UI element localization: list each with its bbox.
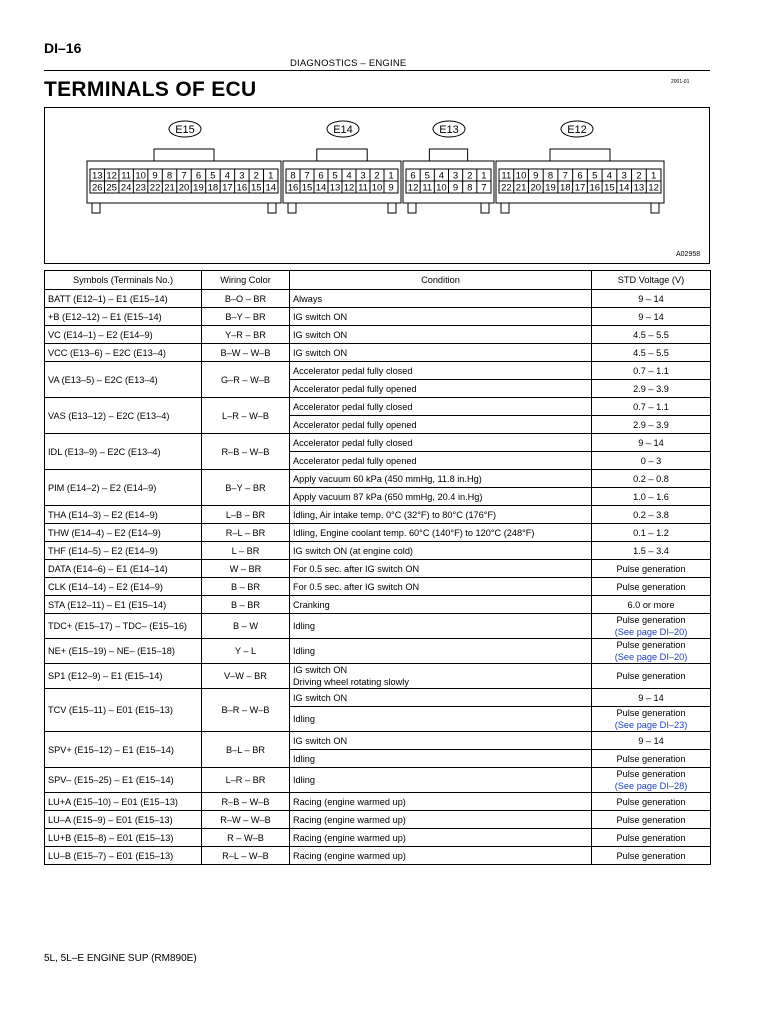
pin-number: 19 <box>193 182 204 194</box>
pin-number: 13 <box>329 182 341 194</box>
pin-number: 2 <box>253 170 259 182</box>
condition: IG switch ON <box>290 344 592 362</box>
table-row <box>45 398 711 416</box>
std-voltage: Pulse generation <box>592 578 711 596</box>
condition: IG switch ON (at engine cold) <box>290 542 592 560</box>
wiring-color: R – W–B <box>202 829 290 847</box>
condition: IG switch ON <box>290 689 592 707</box>
terminal-symbol: LU+B (E15–8) – E01 (E15–13) <box>45 829 202 847</box>
wiring-color: G–R – W–B <box>202 362 290 398</box>
terminal-symbol: IDL (E13–9) – E2C (E13–4) <box>45 434 202 470</box>
condition: Idling, Air intake temp. 0°C (32°F) to 80°C (176°F) <box>290 506 592 524</box>
condition: Idling <box>290 750 592 768</box>
pin-number: 9 <box>152 170 158 182</box>
terminal-symbol: SPV– (E15–25) – E1 (E15–14) <box>45 768 202 793</box>
pin-number: 23 <box>135 182 146 194</box>
connector-label: E15 <box>175 124 195 136</box>
condition: Apply vacuum 87 kPa (650 mmHg, 20.4 in.Hg) <box>290 488 592 506</box>
table-header-row <box>45 271 711 290</box>
terminal-symbol: STA (E12–11) – E1 (E15–14) <box>45 596 202 614</box>
pin-number: 1 <box>268 170 274 182</box>
condition: Racing (engine warmed up) <box>290 847 592 865</box>
table-row <box>45 308 711 326</box>
wiring-color: V–W – BR <box>202 664 290 689</box>
pin-number: 11 <box>422 182 433 194</box>
pin-number: 8 <box>290 170 296 182</box>
pin-number: 5 <box>332 170 338 182</box>
pin-number: 11 <box>358 182 368 194</box>
std-voltage: 4.5 – 5.5 <box>592 344 711 362</box>
pin-number: 16 <box>236 182 248 194</box>
pin-number: 4 <box>224 170 231 182</box>
table-row <box>45 326 711 344</box>
connector-tab <box>268 203 276 213</box>
pin-number: 4 <box>606 170 613 182</box>
terminal-symbol: THA (E14–3) – E2 (E14–9) <box>45 506 202 524</box>
header-symbols: Symbols (Terminals No.) <box>45 271 202 290</box>
pin-number: 13 <box>633 182 645 194</box>
wiring-color: B – BR <box>202 596 290 614</box>
condition: Idling <box>290 768 592 793</box>
page-reference-link[interactable]: (See page DI–23) <box>614 720 688 730</box>
table-row <box>45 560 711 578</box>
condition: Accelerator pedal fully closed <box>290 434 592 452</box>
figure-id: A02958 <box>676 251 701 258</box>
table-body <box>45 290 711 865</box>
terminal-symbol: DATA (E14–6) – E1 (E14–14) <box>45 560 202 578</box>
std-voltage: 6.0 or more <box>592 596 711 614</box>
pin-number: 17 <box>222 182 233 194</box>
std-voltage: Pulse generation <box>592 560 711 578</box>
terminal-symbol: +B (E12–12) – E1 (E15–14) <box>45 308 202 326</box>
pin-number: 10 <box>135 170 146 182</box>
wiring-color: R–W – W–B <box>202 811 290 829</box>
wiring-color: L–R – W–B <box>202 398 290 434</box>
pin-number: 12 <box>106 170 117 182</box>
pin-number: 16 <box>589 182 601 194</box>
terminal-symbol: PIM (E14–2) – E2 (E14–9) <box>45 470 202 506</box>
std-voltage: Pulse generation <box>592 829 711 847</box>
pin-number: 2 <box>467 170 473 182</box>
pin-number: 8 <box>467 182 473 194</box>
section-title: DIAGNOSTICS – ENGINE <box>290 58 407 69</box>
table-row <box>45 614 711 639</box>
connector-tab <box>408 203 416 213</box>
condition: Racing (engine warmed up) <box>290 829 592 847</box>
pin-number: 7 <box>562 170 568 182</box>
pin-number: 9 <box>388 182 394 194</box>
pin-number: 2 <box>374 170 380 182</box>
std-voltage: Pulse generation <box>592 793 711 811</box>
connector-key <box>317 149 367 161</box>
table-row <box>45 732 711 750</box>
pin-number: 1 <box>388 170 394 182</box>
page-reference-link[interactable]: (See page DI–20) <box>614 652 688 662</box>
pin-number: 9 <box>452 182 459 194</box>
condition: IG switch ON <box>290 326 592 344</box>
pin-number: 6 <box>195 170 202 182</box>
pin-number: 22 <box>501 182 512 194</box>
wiring-color: B – W <box>202 614 290 639</box>
condition: IG switch ON <box>290 732 592 750</box>
pin-number: 12 <box>648 182 659 194</box>
condition: Apply vacuum 60 kPa (450 mmHg, 11.8 in.Hg) <box>290 470 592 488</box>
wiring-color: L–B – BR <box>202 506 290 524</box>
connector-key <box>154 149 214 161</box>
terminal-symbol: VCC (E13–6) – E2C (E13–4) <box>45 344 202 362</box>
terminal-symbol: VC (E14–1) – E2 (E14–9) <box>45 326 202 344</box>
pin-number: 5 <box>210 170 216 182</box>
table-row <box>45 524 711 542</box>
pin-number: 5 <box>592 170 598 182</box>
condition: For 0.5 sec. after IG switch ON <box>290 560 592 578</box>
std-voltage: 1.0 – 1.6 <box>592 488 711 506</box>
std-voltage: Pulse generation <box>592 750 711 768</box>
pin-number: 21 <box>164 182 175 194</box>
connector-label: E13 <box>439 124 459 136</box>
connector-tab <box>481 203 489 213</box>
wiring-color: B–Y – BR <box>202 470 290 506</box>
pin-number: 15 <box>251 182 262 194</box>
connector-label: E12 <box>567 124 587 136</box>
pin-number: 10 <box>371 182 383 194</box>
std-voltage: Pulse generation <box>592 664 711 689</box>
pin-number: 11 <box>501 170 512 182</box>
condition: Accelerator pedal fully closed <box>290 362 592 380</box>
condition: Accelerator pedal fully opened <box>290 380 592 398</box>
condition: Always <box>290 290 592 308</box>
voltage-value: Pulse generation <box>616 769 686 779</box>
footer: 5L, 5L–E ENGINE SUP (RM890E) <box>44 953 197 964</box>
terminal-symbol: CLK (E14–14) – E2 (E14–9) <box>45 578 202 596</box>
pin-number: 14 <box>265 182 277 194</box>
condition-line: Driving wheel rotating slowly <box>293 677 409 687</box>
std-voltage: Pulse generation <box>592 847 711 865</box>
pin-number: 24 <box>120 182 132 194</box>
terminal-symbol: BATT (E12–1) – E1 (E15–14) <box>45 290 202 308</box>
terminal-symbol: SP1 (E12–9) – E1 (E15–14) <box>45 664 202 689</box>
page-title: TERMINALS OF ECU <box>44 78 257 101</box>
wiring-color: Y–R – BR <box>202 326 290 344</box>
std-voltage: 9 – 14 <box>592 290 711 308</box>
std-voltage: 0 – 3 <box>592 452 711 470</box>
pin-number: 20 <box>530 182 542 194</box>
terminal-symbol: SPV+ (E15–12) – E1 (E15–14) <box>45 732 202 768</box>
wiring-color: W – BR <box>202 560 290 578</box>
condition: Idling <box>290 707 592 732</box>
pin-number: 4 <box>438 170 445 182</box>
pin-number: 26 <box>91 182 103 194</box>
connector-tab <box>288 203 296 213</box>
wiring-color: L–R – BR <box>202 768 290 793</box>
pin-number: 14 <box>618 182 630 194</box>
connector-tab <box>501 203 509 213</box>
pin-number: 22 <box>149 182 161 194</box>
std-voltage: 0.1 – 1.2 <box>592 524 711 542</box>
pin-number: 25 <box>106 182 117 194</box>
connector-tab <box>651 203 659 213</box>
table-row <box>45 344 711 362</box>
std-voltage: 9 – 14 <box>592 308 711 326</box>
std-voltage: 2.9 – 3.9 <box>592 416 711 434</box>
wiring-color: B–Y – BR <box>202 308 290 326</box>
pin-number: 21 <box>515 182 527 194</box>
connector-tab <box>388 203 396 213</box>
wiring-color: B – BR <box>202 578 290 596</box>
condition <box>290 664 592 689</box>
table-row <box>45 689 711 707</box>
pin-number: 3 <box>452 170 459 182</box>
condition: Idling <box>290 614 592 639</box>
wiring-color: R–B – W–B <box>202 434 290 470</box>
pin-number: 12 <box>407 182 419 194</box>
table-row <box>45 578 711 596</box>
std-voltage: 9 – 14 <box>592 689 711 707</box>
std-voltage: 0.7 – 1.1 <box>592 398 711 416</box>
wiring-color: B–L – BR <box>202 732 290 768</box>
terminal-symbol: VA (E13–5) – E2C (E13–4) <box>45 362 202 398</box>
pin-number: 9 <box>533 170 539 182</box>
voltage-value: Pulse generation <box>616 708 686 718</box>
connector-diagram <box>44 107 710 264</box>
pin-number: 16 <box>287 182 299 194</box>
terminal-symbol: NE+ (E15–19) – NE– (E15–18) <box>45 639 202 664</box>
pin-number: 4 <box>346 170 352 182</box>
std-voltage: 4.5 – 5.5 <box>592 326 711 344</box>
pin-number: 8 <box>547 170 554 182</box>
header-voltage: STD Voltage (V) <box>592 271 711 290</box>
wiring-color: R–L – BR <box>202 524 290 542</box>
terminal-symbol: THW (E14–4) – E2 (E14–9) <box>45 524 202 542</box>
header-condition: Condition <box>290 271 592 290</box>
date-code: 2001-01 <box>671 79 690 85</box>
pin-number: 7 <box>181 170 187 182</box>
terminal-symbol: LU–A (E15–9) – E01 (E15–13) <box>45 811 202 829</box>
condition: For 0.5 sec. after IG switch ON <box>290 578 592 596</box>
table-row <box>45 506 711 524</box>
terminal-symbol: LU+A (E15–10) – E01 (E15–13) <box>45 793 202 811</box>
std-voltage: 0.2 – 0.8 <box>592 470 711 488</box>
condition: Accelerator pedal fully opened <box>290 416 592 434</box>
pin-number: 12 <box>343 182 355 194</box>
std-voltage: Pulse generation <box>592 811 711 829</box>
pin-number: 3 <box>239 170 245 182</box>
pin-number: 5 <box>424 170 430 182</box>
condition-line: IG switch ON <box>293 665 348 675</box>
pin-number: 19 <box>545 182 556 194</box>
pin-number: 2 <box>636 170 642 182</box>
std-voltage: 0.2 – 3.8 <box>592 506 711 524</box>
wiring-color: B–O – BR <box>202 290 290 308</box>
std-voltage: 2.9 – 3.9 <box>592 380 711 398</box>
pin-number: 14 <box>315 182 327 194</box>
std-voltage: 1.5 – 3.4 <box>592 542 711 560</box>
condition: Idling <box>290 639 592 664</box>
table-row <box>45 639 711 664</box>
page-reference-link[interactable]: (See page DI–20) <box>614 627 688 637</box>
table-row <box>45 290 711 308</box>
page-reference-link[interactable]: (See page DI–28) <box>614 781 688 791</box>
condition: IG switch ON <box>290 308 592 326</box>
pin-number: 11 <box>121 170 132 182</box>
table-row <box>45 829 711 847</box>
wiring-color: Y – L <box>202 639 290 664</box>
table-row <box>45 847 711 865</box>
pin-number: 6 <box>318 170 324 182</box>
table-row <box>45 664 711 689</box>
voltage-value: Pulse generation <box>616 640 686 650</box>
pin-number: 6 <box>410 170 416 182</box>
table-row <box>45 470 711 488</box>
std-voltage <box>592 614 711 639</box>
condition: Racing (engine warmed up) <box>290 793 592 811</box>
condition: Accelerator pedal fully opened <box>290 452 592 470</box>
std-voltage <box>592 707 711 732</box>
table-row <box>45 596 711 614</box>
header-rule <box>44 70 710 71</box>
table-row <box>45 768 711 793</box>
wiring-color: R–B – W–B <box>202 793 290 811</box>
pin-number: 1 <box>650 170 657 182</box>
terminal-symbol: TCV (E15–11) – E01 (E15–13) <box>45 689 202 732</box>
header-wiring: Wiring Color <box>202 271 290 290</box>
pin-number: 13 <box>91 170 103 182</box>
connector-label: E14 <box>333 124 353 136</box>
pin-number: 15 <box>604 182 615 194</box>
condition: Idling, Engine coolant temp. 60°C (140°F) to 120°C (248°F) <box>290 524 592 542</box>
table-row <box>45 793 711 811</box>
page-code: DI–16 <box>44 40 82 56</box>
std-voltage <box>592 768 711 793</box>
pin-number: 18 <box>207 182 219 194</box>
pin-number: 10 <box>515 170 527 182</box>
table-row <box>45 542 711 560</box>
pin-number: 7 <box>481 182 487 194</box>
connector-key <box>550 149 610 161</box>
std-voltage: 9 – 14 <box>592 732 711 750</box>
condition: Racing (engine warmed up) <box>290 811 592 829</box>
wiring-color: B–W – W–B <box>202 344 290 362</box>
pin-number: 7 <box>304 170 310 182</box>
pin-number: 18 <box>559 182 571 194</box>
connector-diagram-svg <box>45 108 709 263</box>
voltage-value: Pulse generation <box>616 615 686 625</box>
pin-number: 20 <box>178 182 190 194</box>
pin-number: 3 <box>621 170 627 182</box>
condition: Cranking <box>290 596 592 614</box>
pin-number: 8 <box>166 170 173 182</box>
std-voltage: 9 – 14 <box>592 434 711 452</box>
terminal-symbol: LU–B (E15–7) – E01 (E15–13) <box>45 847 202 865</box>
std-voltage <box>592 639 711 664</box>
pin-number: 3 <box>360 170 366 182</box>
wiring-color: R–L – W–B <box>202 847 290 865</box>
table-row <box>45 362 711 380</box>
pin-number: 10 <box>436 182 447 194</box>
table-row <box>45 434 711 452</box>
std-voltage: 0.7 – 1.1 <box>592 362 711 380</box>
pin-number: 17 <box>574 182 586 194</box>
wiring-color: B–R – W–B <box>202 689 290 732</box>
terminals-table <box>44 270 711 865</box>
pin-number: 6 <box>577 170 583 182</box>
connector-key <box>429 149 467 161</box>
connector-tab <box>92 203 100 213</box>
pin-number: 1 <box>481 170 487 182</box>
condition: Accelerator pedal fully closed <box>290 398 592 416</box>
terminal-symbol: THF (E14–5) – E2 (E14–9) <box>45 542 202 560</box>
terminal-symbol: VAS (E13–12) – E2C (E13–4) <box>45 398 202 434</box>
table-row <box>45 811 711 829</box>
pin-number: 15 <box>301 182 313 194</box>
wiring-color: L – BR <box>202 542 290 560</box>
terminal-symbol: TDC+ (E15–17) – TDC– (E15–16) <box>45 614 202 639</box>
